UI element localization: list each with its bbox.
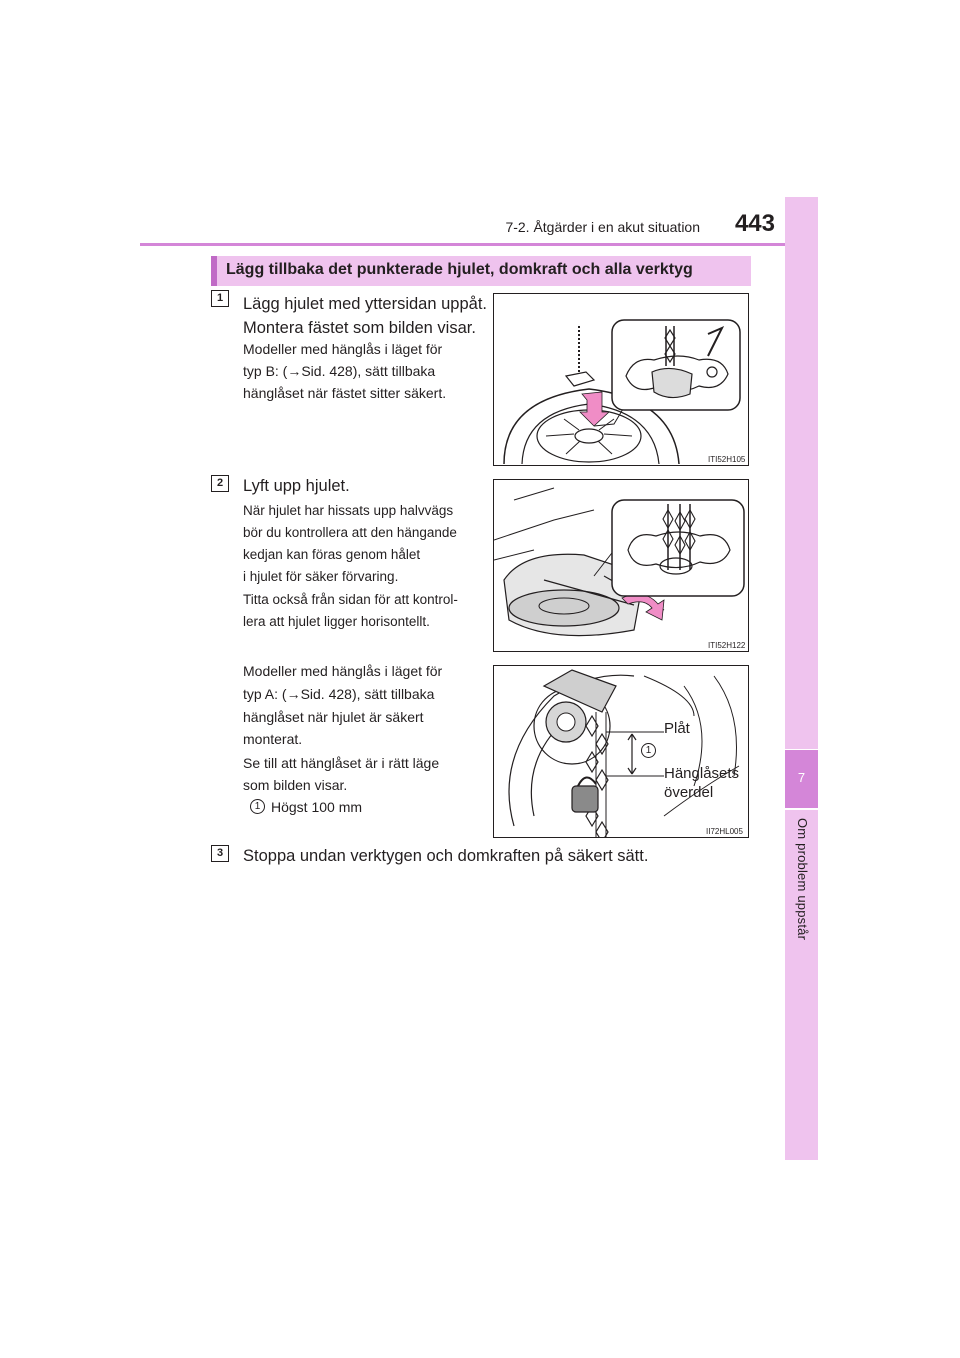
step-2-badge: 2	[211, 475, 229, 492]
label-lock-top-line1: Hänglåsets	[664, 765, 740, 782]
chapter-number: 7	[797, 770, 806, 785]
header-rule	[140, 243, 818, 246]
step-2-note4-line2: som bilden visar.	[243, 777, 348, 793]
section-heading: Lägg tillbaka det punkterade hjulet, domkraft och alla verktyg	[226, 261, 693, 278]
figure-padlock-position	[493, 665, 749, 838]
side-tab-top	[785, 197, 818, 749]
step-2-note1-line4: i hjulet för säker förvaring.	[243, 569, 399, 584]
step-2-note3-line4: monterat.	[243, 731, 303, 747]
figure-padlock-illustration	[494, 666, 749, 838]
figure-code: ITI52H122	[708, 641, 746, 650]
figure-spare-wheel-mount-illustration	[494, 294, 749, 466]
step-1-badge: 1	[211, 290, 229, 307]
step-1-note-line2: typ B: (→Sid. 428), sätt tillbaka	[243, 363, 436, 379]
figure-code: ITI52H105	[708, 455, 746, 464]
step-2-note2-line1: Titta också från sidan för att kontrol-	[243, 592, 458, 607]
page-number: 443	[734, 210, 775, 237]
step-3-badge: 3	[211, 845, 229, 862]
figure-spare-wheel-mount	[493, 293, 749, 466]
label-plate: Plåt	[664, 720, 690, 737]
step-3-text: Stoppa undan verktygen och domkraften på säkert sätt.	[243, 847, 649, 865]
step-2-note2-line2: lera att hjulet ligger horisontellt.	[243, 614, 430, 629]
step-2-note1-line1: När hjulet har hissats upp halvvägs	[243, 503, 454, 518]
step-1-text-line2: Montera fästet som bilden visar.	[243, 319, 476, 337]
step-1-text-line1: Lägg hjulet med yttersidan uppåt.	[243, 295, 487, 313]
legend-marker-1: 1	[250, 799, 265, 814]
section-title: 7-2. Åtgärder i en akut situation	[505, 219, 700, 235]
step-1-note-line3: hänglåset när fästet sitter säkert.	[243, 385, 447, 401]
label-lock-top-line2: överdel	[664, 784, 714, 801]
step-2-note3-line1: Modeller med hänglås i läget för	[243, 663, 443, 679]
figure-lift-wheel-illustration	[494, 480, 749, 652]
figure-code: II72HL005	[706, 827, 743, 836]
figure-lift-wheel	[493, 479, 749, 652]
legend-text: Högst 100 mm	[271, 799, 363, 815]
step-1-note-line1: Modeller med hänglås i läget för	[243, 341, 443, 357]
step-2-note3-line2: typ A: (→Sid. 428), sätt tillbaka	[243, 686, 435, 702]
figure-marker-1: 1	[641, 743, 656, 758]
step-2-note1-line2: bör du kontrollera att den hängande	[243, 525, 457, 540]
step-2-note3-line3: hänglåset när hjulet är säkert	[243, 709, 424, 725]
step-2-text: Lyft upp hjulet.	[243, 477, 350, 495]
step-2-note4-line1: Se till att hänglåset är i rätt läge	[243, 755, 440, 771]
step-2-note1-line3: kedjan kan föras genom hålet	[243, 547, 421, 562]
chapter-label: Om problem uppstår	[795, 818, 810, 941]
